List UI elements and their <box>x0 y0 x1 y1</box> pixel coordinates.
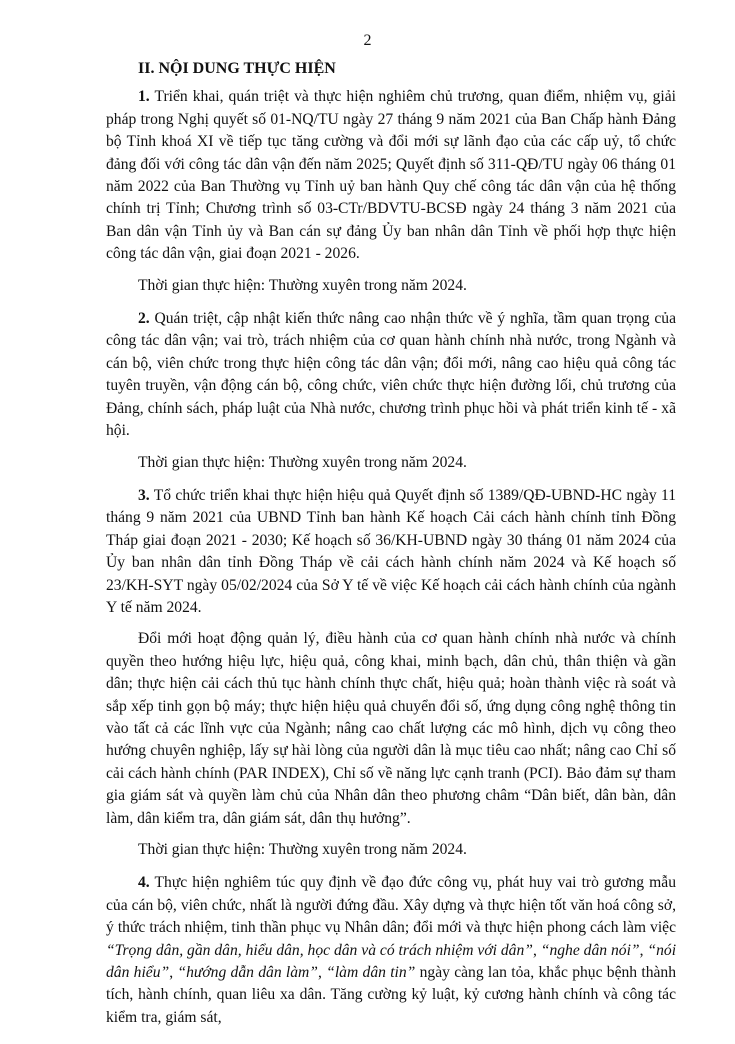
item-3-number: 3. <box>138 486 150 504</box>
item-2-paragraph <box>106 308 676 442</box>
item-1-number: 1. <box>138 88 150 106</box>
item-4-quote-2: “nghe dân nói” <box>540 941 640 959</box>
item-2-text: Quán triệt, cập nhật kiến thức nâng cao nhận thức về ý nghĩa, tầm quan trọng của công tác dân vận; vai trò, trách nhiệm của cơ quan hành chính nhà nước, trong Ngành và cán bộ, viên chức trong thực hiện công tác dân vận; đổi mới, nâng cao hiệu quả công tác tuyên truyền, vận động cán bộ, công chức, viên chức thực hiện đường lối, chủ trương của Đảng, chính sách, pháp luật của Nhà nước, chương trình phục hồi và phát triển kinh tế - xã hội. <box>106 310 676 440</box>
item-3-timeline: Thời gian thực hiện: Thường xuyên trong năm 2024. <box>138 841 467 858</box>
item-4-text-b: ngày càng lan tỏa, khắc phục bệnh thành tích, hành chính, quan liêu xa dân. Tăng cường kỷ luật, kỷ cương hành chính và công tác kiểm tra, giám sát, <box>106 964 677 1026</box>
item-3-text: Tổ chức triển khai thực hiện hiệu quả Quyết định số 1389/QĐ-UBND-HC ngày 11 tháng 9 năm 2021 của UBND Tỉnh ban hành Kế hoạch Cải cách hành chính tỉnh Đồng Tháp giai đoạn 2021 - 2030; Kế hoạch số 36/KH-UBND ngày 30 tháng 01 năm 2024 của Ủy ban nhân dân tỉnh Đồng Tháp về cải cách hành chính năm 2024 và Kế hoạch số 23/KH-SYT ngày 05/02/2024 của Sở Y tế về việc Kế hoạch cải cách hành chính của ngành Y tế năm 2024. <box>106 486 676 616</box>
page-number: 2 <box>363 32 372 49</box>
item-4-quote-3: “nói dân hiểu” <box>106 941 677 982</box>
item-3-paragraph <box>106 485 676 619</box>
item-4-text-a: Thực hiện nghiêm túc quy định về đạo đức công vụ, phát huy vai trò gương mẫu của cán bộ, viên chức, nhất là người đứng đầu. Xây dựng và thực hiện tốt văn hoá công sở, ý thức trách nhiệm, tinh thần phục vụ Nhân dân; đổi mới và thực hiện phong cách làm việc <box>106 874 676 937</box>
item-4-sep-2: , <box>639 941 648 959</box>
item-2-number: 2. <box>138 310 150 328</box>
item-4-sep-4: , <box>317 964 327 982</box>
section-heading: II. NỘI DUNG THỰC HIỆN <box>138 60 336 77</box>
item-1-timeline: Thời gian thực hiện: Thường xuyên trong năm 2024. <box>138 276 467 294</box>
item-4-number: 4. <box>138 874 150 892</box>
item-4-quote-5: “làm dân tin” <box>326 964 416 982</box>
item-4-quote-4: “hướng dẫn dân làm” <box>177 964 318 982</box>
item-4-sep-1: , <box>532 941 541 959</box>
item-1-paragraph <box>106 86 676 265</box>
item-1-text: Triển khai, quán triệt và thực hiện nghiêm chủ trương, quan điểm, nhiệm vụ, giải pháp trong Nghị quyết số 01-NQ/TU ngày 27 tháng 9 năm 2021 của Ban Chấp hành Đảng bộ Tỉnh khoá XI về tiếp tục tăng cường và đổi mới sự lãnh đạo của các cấp uỷ, tổ chức đảng đối với công tác dân vận đến năm 2025; Quyết định số 311-QĐ/TU ngày 06 tháng 01 năm 2022 của Ban Thường vụ Tỉnh uỷ ban hành Quy chế công tác dân vận của hệ thống chính trị Tỉnh; Chương trình số 03-CTr/BDVTU-BCSĐ ngày 24 tháng 3 năm 2021 của Ban dân vận Tỉnh ủy và Ban cán sự đảng Ủy ban nhân dân Tỉnh về phối hợp thực hiện công tác dân vận, giai đoạn 2021 - 2026. <box>106 88 676 263</box>
item-3-extra-paragraph: Đổi mới hoạt động quản lý, điều hành của cơ quan hành chính nhà nước và chính quyền theo hướng hiệu lực, hiệu quả, công khai, minh bạch, dân chủ, thân thiện và gần dân; thực hiện cải cách thủ tục hành chính thực chất, hiệu quả; hoàn thành việc rà soát và sắp xếp tinh gọn bộ máy; thực hiện hiệu quả chuyển đổi số, ứng dụng công nghệ thông tin vào tất cả các lĩnh vực của Ngành; nâng cao chất lượng các mô hình, dịch vụ công theo hướng chuyên nghiệp, lấy sự hài lòng của người dân là mục tiêu cao nhất; nâng cao Chỉ số cải cách hành chính (PAR INDEX), Chỉ số về năng lực cạnh tranh (PCI). Bảo đảm sự tham gia giám sát và quyền làm chủ của Nhân dân theo phương châm “Dân biết, dân bàn, dân làm, dân kiểm tra, dân giám sát, dân thụ hưởng”. <box>106 630 676 827</box>
item-4-quote-1: “Trọng dân, gần dân, hiểu dân, học dân và có trách nhiệm với dân” <box>106 941 533 959</box>
item-2-timeline: Thời gian thực hiện: Thường xuyên trong năm 2024. <box>138 453 467 471</box>
document-body <box>106 58 676 1038</box>
item-4-sep-3: , <box>169 964 178 982</box>
item-4-paragraph <box>106 872 676 1029</box>
